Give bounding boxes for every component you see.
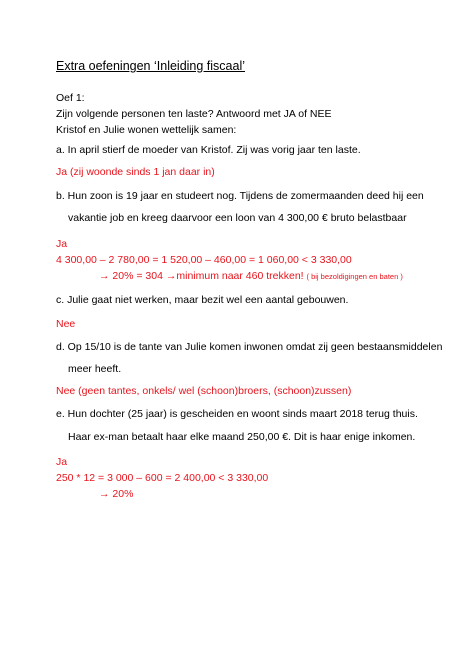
item-e-calculation-1: 250 * 12 = 3 000 – 600 = 2 400,00 < 3 330,00: [56, 472, 269, 484]
right-arrow-icon: →: [165, 270, 177, 282]
item-e-text-line2: Haar ex-man betaalt haar elke maand 250,00 €. Dit is haar enige inkomen.: [68, 431, 416, 443]
item-b-percentage: 20% = 304: [112, 270, 163, 282]
item-b-note-small: ( bij bezoldigingen en baten ): [306, 272, 403, 281]
intro-text: Kristof en Julie wonen wettelijk samen:: [56, 124, 237, 136]
item-b-calculation-2: [99, 270, 403, 283]
item-b-calculation-1: 4 300,00 – 2 780,00 = 1 520,00 – 460,00 = 1 060,00 < 3 330,00: [56, 254, 352, 266]
item-c-answer: Nee: [56, 318, 76, 330]
right-arrow-icon: →: [99, 270, 110, 282]
item-e-answer: Ja: [56, 456, 68, 468]
item-c-text: c. Julie gaat niet werken, maar bezit wel een aantal gebouwen.: [56, 294, 349, 306]
item-d-text-line1: d. Op 15/10 is de tante van Julie komen inwonen omdat zij geen bestaansmiddelen: [56, 341, 443, 353]
right-arrow-icon: →: [99, 488, 110, 500]
item-e-percentage: 20%: [112, 488, 134, 500]
item-e-text-line1: e. Hun dochter (25 jaar) is gescheiden en woont sinds maart 2018 terug thuis.: [56, 408, 418, 420]
item-e-calculation-2: [99, 488, 133, 501]
item-b-answer: Ja: [56, 238, 68, 250]
item-a-answer: Ja (zij woonde sinds 1 jan daar in): [56, 166, 215, 178]
section-heading: Oef 1:: [56, 92, 85, 104]
question-text: Zijn volgende personen ten laste? Antwoord met JA of NEE: [56, 108, 332, 120]
item-d-text-line2: meer heeft.: [68, 363, 122, 375]
item-b-text-line2: vakantie job en kreeg daarvoor een loon van 4 300,00 € bruto belastbaar: [68, 212, 407, 224]
item-d-answer: Nee (geen tantes, onkels/ wel (schoon)broers, (schoon)zussen): [56, 385, 352, 397]
item-b-minimum-note: minimum naar 460 trekken!: [176, 270, 304, 282]
item-b-text-line1: b. Hun zoon is 19 jaar en studeert nog. Tijdens de zomermaanden deed hij een: [56, 190, 424, 202]
item-a-text: a. In april stierf de moeder van Kristof. Zij was vorig jaar ten laste.: [56, 144, 361, 156]
document-title: Extra oefeningen ‘Inleiding fiscaal’: [56, 59, 246, 73]
